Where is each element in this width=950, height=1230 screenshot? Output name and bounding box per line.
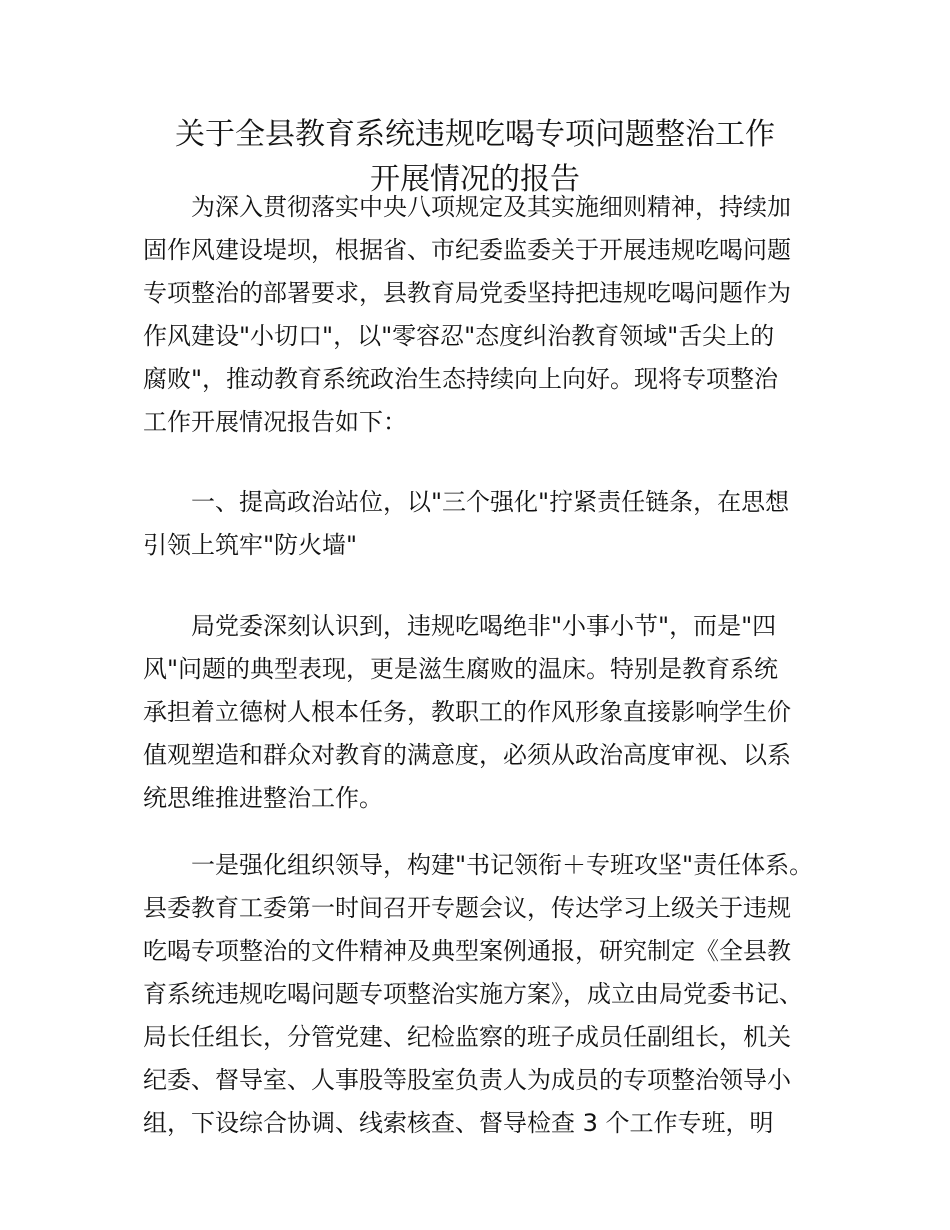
text-line: 承担着立德树人根本任务，教职工的作风形象直接影响学生价 <box>143 698 791 726</box>
text-line: 作风建设"小切口"，以"零容忍"态度纠治教育领域"舌尖上的 <box>143 322 775 350</box>
text-line: 县委教育工委第一时间召开专题会议，传达学习上级关于违规 <box>143 894 791 922</box>
text-line: 一是强化组织领导，构建"书记领衔＋专班攻坚"责任体系。 <box>191 851 814 879</box>
text-line: 工作开展情况报告如下： <box>143 408 407 436</box>
text-line: 组，下设综合协调、线索核查、督导检查 3 个工作专班，明 <box>143 1109 774 1137</box>
document-title-line-2: 开展情况的报告 <box>370 162 580 197</box>
text-line: 风"问题的典型表现，更是滋生腐败的温床。特别是教育系统 <box>143 655 779 683</box>
body-paragraph <box>143 844 823 1145</box>
text-line: 专项整治的部署要求，县教育局党委坚持把违规吃喝问题作为 <box>143 279 791 307</box>
text-line: 统思维推进整治工作。 <box>143 784 383 812</box>
text-line: 一、提高政治站位，以"三个强化"拧紧责任链条，在思想 <box>191 488 790 516</box>
text-line: 引领上筑牢"防火墙" <box>143 531 358 559</box>
text-line: 吃喝专项整治的文件精神及典型案例通报，研究制定《全县教 <box>143 937 791 965</box>
text-line: 为深入贯彻落实中央八项规定及其实施细则精神，持续加 <box>191 193 791 221</box>
text-line: 局党委深刻认识到，违规吃喝绝非"小事小节"，而是"四 <box>191 612 777 640</box>
text-line: 固作风建设堤坝，根据省、市纪委监委关于开展违规吃喝问题 <box>143 236 791 264</box>
body-paragraph <box>143 605 823 820</box>
text-line: 值观塑造和群众对教育的满意度，必须从政治高度审视、以系 <box>143 741 791 769</box>
text-line: 纪委、督导室、人事股等股室负责人为成员的专项整治领导小 <box>143 1066 791 1094</box>
text-line: 育系统违规吃喝问题专项整治实施方案》，成立由局党委书记、 <box>143 980 803 1008</box>
text-line: 腐败"，推动教育系统政治生态持续向上向好。现将专项整治 <box>143 365 779 393</box>
intro-paragraph <box>143 186 823 444</box>
text-line: 局长任组长，分管党建、纪检监察的班子成员任副组长，机关 <box>143 1023 791 1051</box>
section-heading-1 <box>143 481 823 567</box>
document-title-line-1: 关于全县教育系统违规吃喝专项问题整治工作 <box>175 117 775 152</box>
